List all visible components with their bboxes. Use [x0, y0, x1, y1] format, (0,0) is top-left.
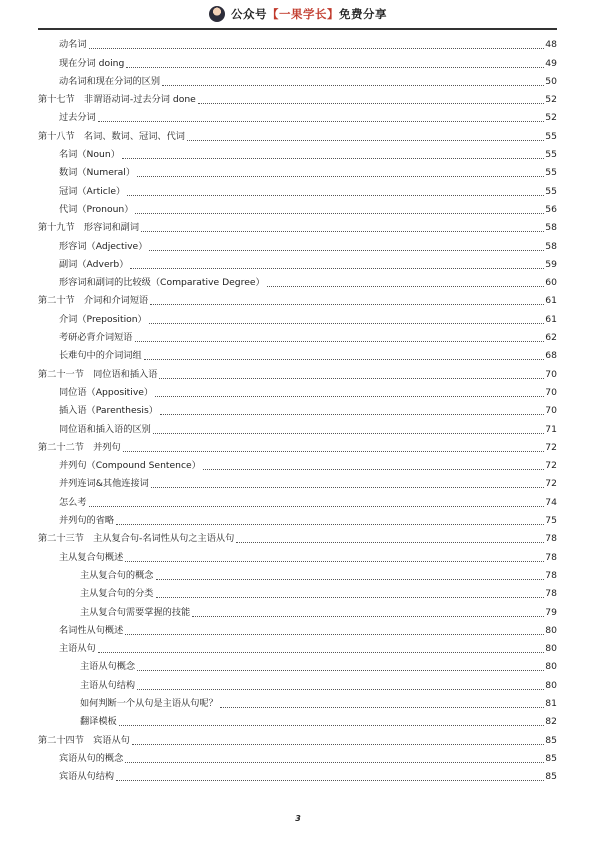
toc-entry[interactable]	[38, 124, 557, 142]
toc-entry-label: 主从复合句需要掌握的技能	[80, 606, 191, 618]
toc-entry[interactable]	[38, 747, 557, 765]
toc-entry[interactable]	[38, 198, 557, 216]
toc-entry-page: 79	[545, 606, 557, 618]
header-title-prefix: 公众号	[231, 7, 267, 21]
toc-entry-label: 翻译模板	[80, 716, 117, 728]
dot-leader	[127, 195, 544, 196]
dot-leader	[89, 506, 545, 507]
toc-entry-page: 80	[545, 643, 557, 655]
toc-entry-page: 56	[545, 203, 557, 215]
dot-leader	[149, 250, 544, 251]
toc-entry-label: 现在分词 doing	[59, 57, 125, 69]
toc-entry-label: 代词（Pronoun）	[59, 203, 134, 215]
toc-entry-label: 动名词	[59, 39, 87, 51]
dot-leader	[137, 670, 544, 671]
toc-entry-page: 85	[545, 771, 557, 783]
page-number: 3	[295, 814, 301, 823]
toc-entry[interactable]	[38, 179, 557, 197]
toc-entry-label: 如何判断一个从句是主语从句呢？	[80, 697, 218, 709]
toc-entry[interactable]	[38, 253, 557, 271]
page-header	[0, 0, 596, 28]
toc-entry[interactable]	[38, 88, 557, 106]
toc-entry-label: 并列句的省略	[59, 515, 115, 527]
toc-entry-label: 第二十二节 并列句	[38, 441, 121, 453]
toc-entry-page: 52	[545, 94, 557, 106]
toc-entry-label: 宾语从句结构	[59, 771, 115, 783]
toc-entry[interactable]	[38, 600, 557, 618]
toc-entry-label: 第十八节 名词、数词、冠词、代词	[38, 130, 185, 142]
toc-entry-page: 58	[545, 240, 557, 252]
toc-entry-page: 82	[545, 716, 557, 728]
toc-entry[interactable]	[38, 728, 557, 746]
toc-entry[interactable]	[38, 673, 557, 691]
toc-entry[interactable]	[38, 436, 557, 454]
toc-entry[interactable]	[38, 564, 557, 582]
toc-entry-page: 48	[545, 39, 557, 51]
toc-entry-label: 第二十节 介词和介词短语	[38, 295, 149, 307]
toc-entry-label: 主语从句结构	[80, 679, 136, 691]
toc-entry[interactable]	[38, 143, 557, 161]
dot-leader	[137, 689, 544, 690]
toc-entry-label: 冠词（Article）	[59, 185, 126, 197]
toc-entry-label: 副词（Adverb）	[59, 258, 129, 270]
toc-entry[interactable]	[38, 454, 557, 472]
toc-entry-page: 58	[545, 222, 557, 234]
dot-leader	[141, 231, 544, 232]
dot-leader	[220, 707, 544, 708]
toc-entry-page: 61	[545, 313, 557, 325]
toc-entry-label: 长难句中的介词词组	[59, 350, 142, 362]
dot-leader	[89, 48, 545, 49]
toc-entry-page: 74	[545, 496, 557, 508]
toc-entry[interactable]	[38, 765, 557, 783]
toc-entry[interactable]	[38, 490, 557, 508]
toc-entry-page: 55	[545, 185, 557, 197]
toc-entry-label: 过去分词	[59, 112, 96, 124]
toc-entry-label: 插入语（Parenthesis）	[59, 405, 158, 417]
header-title-suffix: 免费分享	[339, 7, 387, 21]
dot-leader	[98, 652, 545, 653]
dot-leader	[116, 780, 544, 781]
table-of-contents	[38, 33, 557, 783]
toc-entry-page: 55	[545, 130, 557, 142]
toc-entry-page: 49	[545, 57, 557, 69]
toc-entry-label: 第二十一节 同位语和插入语	[38, 368, 158, 380]
toc-entry[interactable]	[38, 271, 557, 289]
dot-leader	[192, 616, 544, 617]
dot-leader	[160, 414, 544, 415]
dot-leader	[144, 359, 545, 360]
toc-entry-page: 78	[545, 551, 557, 563]
avatar-icon	[209, 6, 225, 22]
toc-entry-page: 60	[545, 277, 557, 289]
toc-entry[interactable]	[38, 33, 557, 51]
dot-leader	[125, 634, 544, 635]
toc-entry-page: 59	[545, 258, 557, 270]
toc-entry-page: 71	[545, 423, 557, 435]
dot-leader	[137, 176, 544, 177]
toc-entry-label: 主从复合句的概念	[80, 569, 154, 581]
toc-entry-label: 形容词（Adjective）	[59, 240, 148, 252]
dot-leader	[132, 744, 544, 745]
dot-leader	[116, 524, 544, 525]
toc-entry[interactable]	[38, 472, 557, 490]
toc-entry-page: 70	[545, 368, 557, 380]
dot-leader	[150, 304, 544, 305]
dot-leader	[151, 487, 544, 488]
toc-entry-label: 名词性从句概述	[59, 624, 124, 636]
toc-entry-label: 考研必背介词短语	[59, 332, 133, 344]
toc-entry-page: 72	[545, 478, 557, 490]
dot-leader	[135, 213, 544, 214]
header-divider	[38, 28, 557, 30]
toc-entry-page: 85	[545, 752, 557, 764]
dot-leader	[203, 469, 544, 470]
toc-entry[interactable]	[38, 362, 557, 380]
toc-entry-page: 55	[545, 167, 557, 179]
header-title-accent: 【一果学长】	[267, 7, 339, 21]
dot-leader	[130, 268, 544, 269]
toc-entry-page: 61	[545, 295, 557, 307]
toc-entry-page: 50	[545, 75, 557, 87]
dot-leader	[159, 378, 544, 379]
toc-entry-label: 动名词和现在分词的区别	[59, 75, 161, 87]
toc-entry[interactable]	[38, 234, 557, 252]
toc-entry[interactable]	[38, 51, 557, 69]
toc-entry-page: 72	[545, 441, 557, 453]
toc-entry-label: 形容词和副词的比较级（Comparative Degree）	[59, 277, 265, 289]
toc-entry[interactable]	[38, 417, 557, 435]
dot-leader	[267, 286, 545, 287]
toc-entry-page: 81	[545, 697, 557, 709]
toc-entry-page: 62	[545, 332, 557, 344]
toc-entry[interactable]	[38, 381, 557, 399]
toc-entry-page: 72	[545, 460, 557, 472]
toc-entry-label: 并列句（Compound Sentence）	[59, 460, 201, 472]
toc-entry[interactable]	[38, 655, 557, 673]
toc-entry[interactable]	[38, 637, 557, 655]
dot-leader	[156, 579, 545, 580]
toc-entry[interactable]	[38, 326, 557, 344]
dot-leader	[125, 762, 544, 763]
dot-leader	[155, 396, 544, 397]
dot-leader	[156, 597, 545, 598]
header-title	[231, 6, 387, 22]
toc-entry[interactable]	[38, 289, 557, 307]
toc-entry-page: 68	[545, 350, 557, 362]
toc-entry-label: 第二十四节 宾语从句	[38, 734, 130, 746]
toc-entry-page: 75	[545, 515, 557, 527]
dot-leader	[135, 341, 545, 342]
dot-leader	[123, 451, 545, 452]
dot-leader	[236, 542, 544, 543]
toc-entry-label: 主语从句	[59, 643, 96, 655]
toc-entry[interactable]	[38, 619, 557, 637]
toc-entry[interactable]	[38, 710, 557, 728]
dot-leader	[119, 725, 545, 726]
toc-entry-page: 80	[545, 624, 557, 636]
toc-entry-page: 55	[545, 149, 557, 161]
toc-entry-label: 第十九节 形容词和副词	[38, 222, 140, 234]
toc-entry-page: 78	[545, 533, 557, 545]
toc-entry[interactable]	[38, 527, 557, 545]
toc-entry-label: 第二十三节 主从复合句-名词性从句之主语从句	[38, 533, 235, 545]
toc-entry-page: 70	[545, 405, 557, 417]
toc-entry[interactable]	[38, 582, 557, 600]
toc-entry[interactable]	[38, 344, 557, 362]
toc-entry-page: 78	[545, 569, 557, 581]
toc-entry-label: 主从复合句概述	[59, 551, 124, 563]
dot-leader	[149, 323, 545, 324]
toc-entry-page: 85	[545, 734, 557, 746]
dot-leader	[98, 121, 545, 122]
toc-entry-label: 同位语（Appositive）	[59, 386, 154, 398]
toc-entry[interactable]	[38, 545, 557, 563]
toc-entry-page: 70	[545, 386, 557, 398]
toc-entry-label: 宾语从句的概念	[59, 752, 124, 764]
toc-entry-label: 数词（Numeral）	[59, 167, 136, 179]
dot-leader	[187, 140, 544, 141]
toc-entry-label: 名词（Noun）	[59, 149, 120, 161]
toc-entry-label: 主语从句概念	[80, 661, 136, 673]
toc-entry-label: 第十七节 非谓语动词-过去分词 done	[38, 94, 196, 106]
dot-leader	[198, 103, 545, 104]
toc-entry-page: 52	[545, 112, 557, 124]
dot-leader	[126, 67, 544, 68]
toc-entry[interactable]	[38, 216, 557, 234]
toc-entry-label: 同位语和插入语的区别	[59, 423, 151, 435]
dot-leader	[162, 85, 544, 86]
toc-entry[interactable]	[38, 106, 557, 124]
toc-entry[interactable]	[38, 161, 557, 179]
toc-entry-page: 80	[545, 661, 557, 673]
toc-entry-label: 介词（Preposition）	[59, 313, 147, 325]
toc-entry[interactable]	[38, 692, 557, 710]
toc-entry-page: 80	[545, 679, 557, 691]
toc-entry[interactable]	[38, 509, 557, 527]
toc-entry[interactable]	[38, 70, 557, 88]
toc-entry-label: 主从复合句的分类	[80, 588, 154, 600]
dot-leader	[125, 561, 544, 562]
toc-entry-label: 并列连词&其他连接词	[59, 478, 149, 490]
toc-entry-label: 怎么考	[59, 496, 87, 508]
dot-leader	[122, 158, 544, 159]
toc-entry-page: 78	[545, 588, 557, 600]
dot-leader	[153, 433, 544, 434]
toc-entry[interactable]	[38, 307, 557, 325]
toc-entry[interactable]	[38, 399, 557, 417]
